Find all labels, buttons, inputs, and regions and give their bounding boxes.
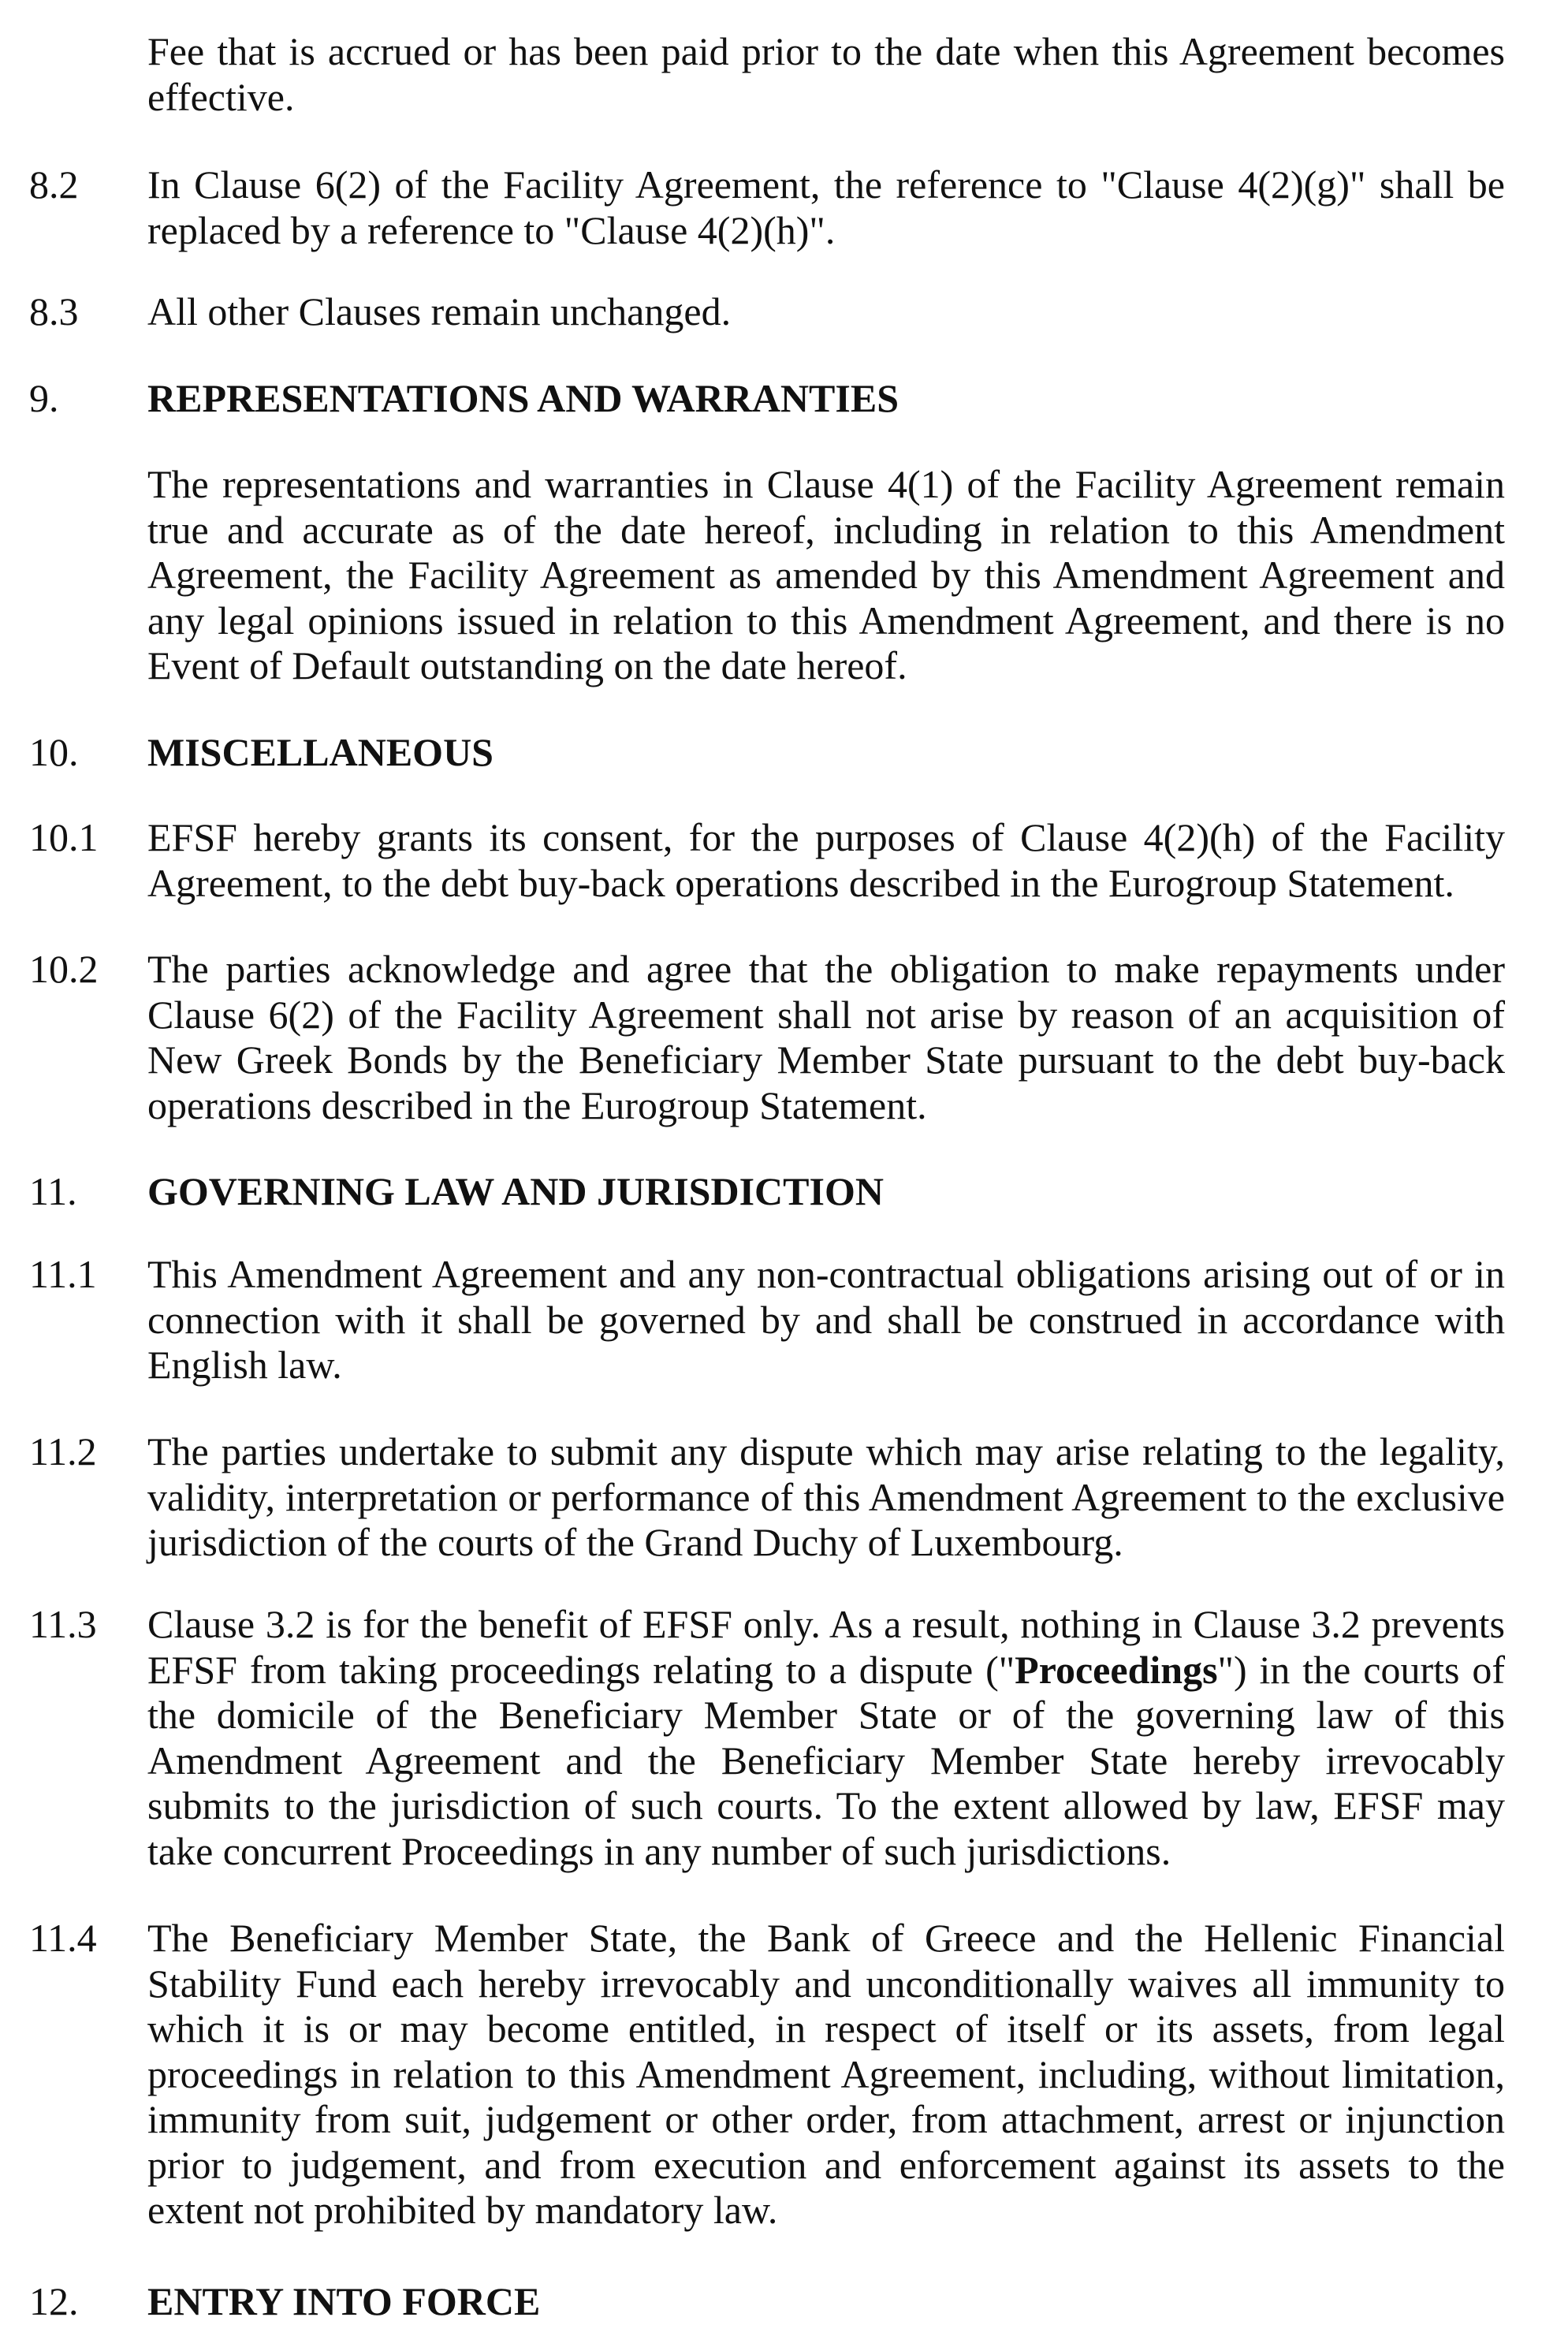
clause-number: 8.3	[29, 289, 79, 333]
text-line: Amendment Agreement and the Beneficiary Member State hereby irrevocably	[147, 1738, 1505, 1783]
clause-text	[147, 29, 1505, 120]
text-line: validity, interpretation or performance of this Amendment Agreement to the exclusive	[147, 1474, 1505, 1519]
text-line: immunity from suit, judgement or other order, from attachment, arrest or injunction	[147, 2097, 1505, 2141]
text-line: Event of Default outstanding on the date hereof.	[147, 643, 907, 687]
text-line: operations described in the Eurogroup Statement.	[147, 1082, 927, 1127]
clause-number: 10.2	[29, 947, 99, 991]
text-line: The parties undertake to submit any dispute which may arise relating to the legality,	[147, 1429, 1505, 1473]
clause-text	[147, 815, 1505, 906]
section-title	[147, 730, 1505, 776]
text-line: prior to judgement, and from execution and enforcement against its assets to the	[147, 2142, 1505, 2187]
clause-number: 10.1	[29, 815, 99, 859]
clause-number: 8.2	[29, 162, 79, 207]
heading-text: MISCELLANEOUS	[147, 730, 493, 774]
section-number: 12.	[29, 2279, 79, 2323]
section-number: 10.	[29, 730, 79, 774]
clause-text	[147, 947, 1505, 1128]
text-line: take concurrent Proceedings in any number of such jurisdictions.	[147, 1828, 1171, 1873]
heading-text: GOVERNING LAW AND JURISDICTION	[147, 1169, 884, 1213]
text-line: effective.	[147, 74, 295, 119]
defined-term: Proceedings	[1015, 1647, 1218, 1692]
text-line: which it is or may become entitled, in respect of itself or its assets, from legal	[147, 2006, 1505, 2051]
clause-text	[147, 162, 1505, 253]
text-line: Clause 3.2 is for the benefit of EFSF only. As a result, nothing in Clause 3.2 prevents	[147, 1602, 1505, 1646]
text-line: This Amendment Agreement and any non-contractual obligations arising out of or in	[147, 1252, 1505, 1296]
clause-text	[147, 1252, 1505, 1388]
clause-number: 11.2	[29, 1429, 97, 1473]
text-line: Agreement, to the debt buy-back operations described in the Eurogroup Statement.	[147, 860, 1454, 905]
clause-text	[147, 1602, 1505, 1874]
text-line: jurisdiction of the courts of the Grand Duchy of Luxembourg.	[147, 1520, 1123, 1564]
section-title	[147, 1169, 1505, 1215]
clause-text	[147, 1429, 1505, 1566]
text-line: All other Clauses remain unchanged.	[147, 289, 732, 333]
section-number: 11.	[29, 1169, 77, 1213]
text-line: In Clause 6(2) of the Facility Agreement, the reference to "Clause 4(2)(g)" shall be	[147, 162, 1505, 207]
text-line: Fee that is accrued or has been paid prior to the date when this Agreement becomes	[147, 29, 1505, 73]
heading-text: ENTRY INTO FORCE	[147, 2279, 541, 2323]
text-line: true and accurate as of the date hereof, including in relation to this Amendment	[147, 507, 1505, 552]
clause-number: 11.4	[29, 1916, 97, 1960]
text-line: replaced by a reference to "Clause 4(2)(h)".	[147, 207, 836, 252]
text-line: Clause 6(2) of the Facility Agreement shall not arise by reason of an acquisition of	[147, 992, 1505, 1037]
text-line: connection with it shall be governed by and shall be construed in accordance with	[147, 1297, 1505, 1342]
section-number: 9.	[29, 376, 59, 420]
text-line: any legal opinions issued in relation to this Amendment Agreement, and there is no	[147, 598, 1505, 643]
text-line: Agreement, the Facility Agreement as amended by this Amendment Agreement and	[147, 553, 1505, 597]
text-line: The parties acknowledge and agree that the obligation to make repayments under	[147, 947, 1505, 991]
section-title	[147, 376, 1505, 422]
text-line: New Greek Bonds by the Beneficiary Member State pursuant to the debt buy-back	[147, 1037, 1505, 1082]
section-title	[147, 2279, 1505, 2325]
text-line: EFSF hereby grants its consent, for the purposes of Clause 4(2)(h) of the Facility	[147, 815, 1505, 859]
heading-text: REPRESENTATIONS AND WARRANTIES	[147, 376, 899, 420]
text-line: The representations and warranties in Clause 4(1) of the Facility Agreement remain	[147, 462, 1505, 506]
text-line: English law.	[147, 1343, 342, 1387]
text-line: the domicile of the Beneficiary Member State or of the governing law of this	[147, 1693, 1505, 1737]
clause-text	[147, 289, 1505, 335]
clause-number: 11.1	[29, 1252, 97, 1296]
text-line: EFSF from taking proceedings relating to a dispute ("Proceedings") in the courts of	[147, 1647, 1505, 1692]
text-line: proceedings in relation to this Amendment Agreement, including, without limitation,	[147, 2051, 1505, 2096]
text-line: Stability Fund each hereby irrevocably and unconditionally waives all immunity to	[147, 1961, 1505, 2006]
clause-text	[147, 1916, 1505, 2233]
text-line: submits to the jurisdiction of such courts. To the extent allowed by law, EFSF may	[147, 1783, 1505, 1827]
clause-number: 11.3	[29, 1602, 97, 1646]
text-line: extent not prohibited by mandatory law.	[147, 2188, 778, 2232]
clause-text	[147, 462, 1505, 689]
text-line: The Beneficiary Member State, the Bank of Greece and the Hellenic Financial	[147, 1916, 1505, 1960]
